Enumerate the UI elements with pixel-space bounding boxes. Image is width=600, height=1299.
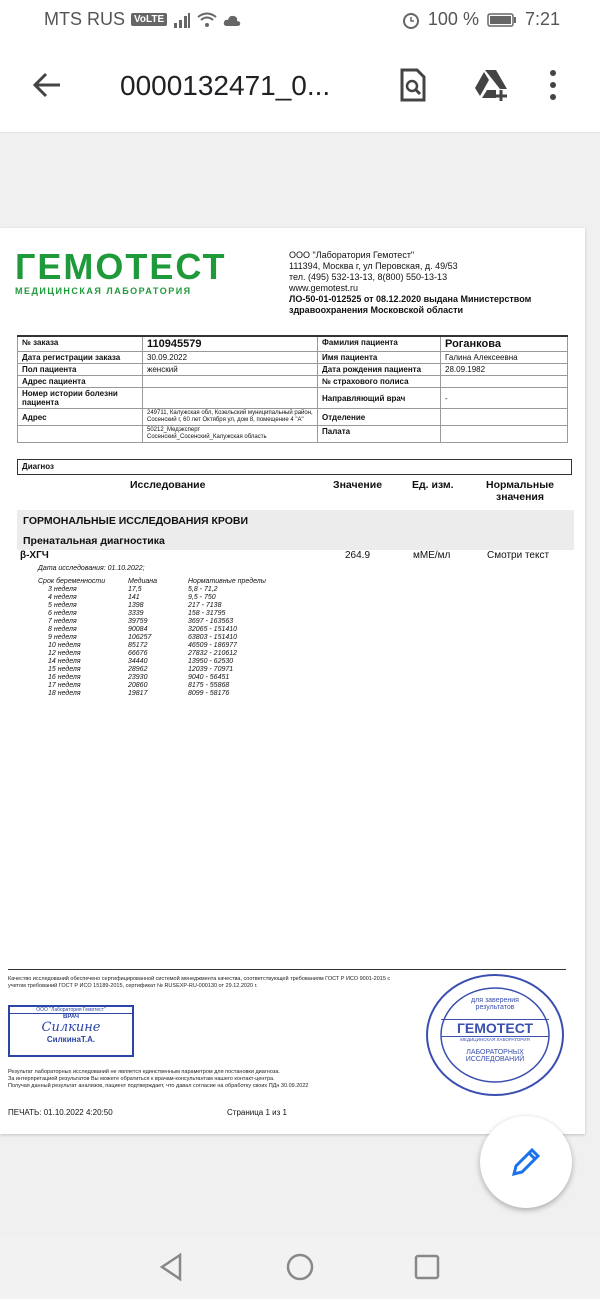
sex-label: Пол пациента xyxy=(18,364,143,376)
app-bar xyxy=(0,40,600,133)
ward-label: Палата xyxy=(318,426,441,443)
patient-address-value xyxy=(143,376,318,388)
disclaimer-line: За интерпретацией результатов Вы можете обратиться к врачам-консультантам нашего контакт-центра. xyxy=(8,1076,275,1082)
ref-head: Медиана xyxy=(128,578,158,585)
ref-median: 17,5 xyxy=(128,586,142,593)
doctor-label: Направляющий врач xyxy=(318,388,441,409)
ref-range: 9,5 - 750 xyxy=(188,594,216,601)
birth-value: 28.09.1982 xyxy=(441,364,568,376)
ref-median: 106257 xyxy=(128,634,152,641)
pdf-page[interactable] xyxy=(0,228,585,1134)
stamp-role: ВРАЧ xyxy=(63,1014,79,1020)
ref-row xyxy=(38,602,266,610)
signal-icon xyxy=(173,12,191,28)
patient-address-label: Адрес пациента xyxy=(18,376,143,388)
ref-week: 3 неделя xyxy=(48,586,77,593)
ref-range: 63803 - 151410 xyxy=(188,634,238,641)
order-label: № заказа xyxy=(18,336,143,352)
regdate-label: Дата регистрации заказа xyxy=(18,352,143,364)
ref-row xyxy=(38,682,266,690)
section-prenatal: Пренатальная диагностика xyxy=(17,532,574,550)
address-line: 249711, Калужская обл, Козельский муниципальный район, Сосенский г, 60 лет Октября ул, дом 8, помещение 4 "А" xyxy=(147,410,313,423)
quality-text: Качество исследований обеспечено сертифицированной системой менеджмента качества, соответствующей требованиям ГОСТ Р ИСО 9001-2015 с учетом требований ГОСТ Р ИСО 15189-2015, сертификат № RUSEXP-RU-000130 от 29.12.2020 г. xyxy=(8,976,391,989)
pencil-icon xyxy=(510,1146,542,1178)
insurance-value xyxy=(441,376,568,388)
patient-info-table xyxy=(17,335,568,443)
test-norm: Смотри текст xyxy=(487,550,550,561)
address-empty xyxy=(18,426,143,443)
volte-badge: VoLTE xyxy=(131,13,167,26)
stamp-name: СилкинаТ.А. xyxy=(46,1035,96,1044)
ref-row xyxy=(38,674,266,682)
col-test: Исследование xyxy=(130,479,206,491)
history-label: Номер истории болезни пациента xyxy=(18,388,143,409)
history-value xyxy=(143,388,318,409)
ref-median: 1398 xyxy=(128,602,144,609)
ref-week: 15 неделя xyxy=(48,666,81,673)
lab-line: ЛО-50-01-012525 от 08.12.2020 выдана Министерством xyxy=(289,294,532,304)
ref-week: 7 неделя xyxy=(48,618,77,625)
ref-median: 34440 xyxy=(128,658,148,665)
seal-main: ГЕМОТЕСТ xyxy=(441,1019,549,1037)
address-label: Адрес xyxy=(18,409,143,426)
system-nav-bar xyxy=(0,1236,600,1299)
logo-main: ГЕМОТЕСТ xyxy=(15,246,227,287)
ref-range: 32065 - 151410 xyxy=(188,626,238,633)
test-value: 264.9 xyxy=(345,550,371,561)
ref-week: 6 неделя xyxy=(48,610,77,617)
ref-week: 16 неделя xyxy=(48,674,81,681)
battery-percent: 100 % xyxy=(427,9,479,29)
nav-back-icon[interactable] xyxy=(156,1251,188,1283)
ref-week: 8 неделя xyxy=(48,626,77,633)
ref-row xyxy=(38,618,266,626)
back-arrow-icon[interactable] xyxy=(30,68,64,102)
ref-range: 8175 - 55868 xyxy=(188,682,230,689)
doctor-stamp xyxy=(8,1005,134,1057)
reference-table xyxy=(38,578,266,698)
battery-icon xyxy=(487,12,517,28)
clock: 7:21 xyxy=(524,9,560,29)
name-value: Галина Алексеевна xyxy=(441,352,568,364)
ref-range: 8099 - 58176 xyxy=(188,690,230,697)
ref-row xyxy=(38,626,266,634)
ref-range: 46509 - 186977 xyxy=(188,642,238,649)
more-vert-icon[interactable] xyxy=(546,68,560,102)
order-value: 110945579 xyxy=(143,336,318,352)
seal-top: для заверения результатов xyxy=(471,997,519,1011)
sex-value: женский xyxy=(143,364,318,376)
ref-range: 13950 - 62530 xyxy=(188,658,234,665)
lab-line: www.gemotest.ru xyxy=(289,283,359,293)
ref-week: 10 неделя xyxy=(48,642,81,649)
ref-median: 19817 xyxy=(128,690,148,697)
print-time: ПЕЧАТЬ: 01.10.2022 4:20:50 xyxy=(8,1108,113,1117)
test-date: Дата исследования: 01.10.2022; xyxy=(38,565,145,572)
test-unit: мМЕ/мл xyxy=(413,550,451,561)
ref-range: 158 - 31795 xyxy=(188,610,226,617)
alarm-icon xyxy=(402,11,420,29)
ref-head: Срок беременности xyxy=(38,578,106,585)
ref-range: 9040 - 56451 xyxy=(188,674,230,681)
lab-logo xyxy=(15,248,227,296)
name-label: Имя пациента xyxy=(318,352,441,364)
ref-row xyxy=(38,650,266,658)
ref-row xyxy=(38,610,266,618)
col-unit: Ед. изм. xyxy=(412,479,454,491)
ref-range: 217 - 7138 xyxy=(188,602,222,609)
lab-contacts xyxy=(289,250,531,316)
doctor-value: - xyxy=(441,388,568,409)
ref-row xyxy=(38,594,266,602)
ref-median: 39759 xyxy=(128,618,148,625)
disclaimer-line: Получая данный результат анализов, пациент подтверждает, что давал согласие на обработку своих ПДн 30.09.2022 xyxy=(8,1083,309,1089)
ref-median: 141 xyxy=(128,594,140,601)
address-line: 50212_Медэксперт xyxy=(147,427,201,433)
nav-recents-icon[interactable] xyxy=(411,1251,443,1283)
ref-median: 66676 xyxy=(128,650,148,657)
ref-median: 3339 xyxy=(128,610,144,617)
ref-range: 27832 - 210612 xyxy=(188,650,238,657)
drive-add-icon[interactable] xyxy=(474,68,508,102)
ref-median: 20860 xyxy=(128,682,148,689)
ref-week: 4 неделя xyxy=(48,594,77,601)
lab-line: здравоохранения Московской области xyxy=(289,305,464,315)
ref-week: 9 неделя xyxy=(48,634,77,641)
address-extra xyxy=(143,426,318,443)
ref-median: 28962 xyxy=(128,666,148,673)
ref-week: 5 неделя xyxy=(48,602,77,609)
carrier-label: MTS RUS xyxy=(44,9,125,29)
ref-week: 14 неделя xyxy=(48,658,81,665)
ref-week: 18 неделя xyxy=(48,690,81,697)
ref-range: 12039 - 70971 xyxy=(188,666,234,673)
lab-line: 111394, Москва г, ул Перовская, д. 49/53 xyxy=(289,261,458,271)
section-hormones: ГОРМОНАЛЬНЫЕ ИССЛЕДОВАНИЯ КРОВИ xyxy=(17,510,574,532)
ref-median: 85172 xyxy=(128,642,148,649)
col-norm: Нормальные значения xyxy=(485,479,554,503)
ref-row xyxy=(38,586,266,594)
edit-fab[interactable] xyxy=(480,1116,572,1208)
lab-line: тел. (495) 532-13-13, 8(800) 550-13-13 xyxy=(289,272,448,282)
search-document-icon[interactable] xyxy=(396,68,430,102)
birth-label: Дата рождения пациента xyxy=(318,364,441,376)
nav-home-icon[interactable] xyxy=(284,1251,316,1283)
regdate-value: 30.09.2022 xyxy=(143,352,318,364)
dept-label: Отделение xyxy=(318,409,441,426)
address-line: Сосенский_Сосенский_Калужская область xyxy=(147,434,267,440)
page-number: Страница 1 из 1 xyxy=(227,1108,287,1117)
ref-range: 5,8 - 71,2 xyxy=(188,586,218,593)
lab-line: ООО "Лаборатория Гемотест" xyxy=(289,250,415,260)
ref-row xyxy=(38,690,266,698)
test-name: β-ХГЧ xyxy=(20,550,49,561)
ref-row xyxy=(38,642,266,650)
ref-week: 17 неделя xyxy=(48,682,81,689)
stamp-signature: Силкине xyxy=(41,1020,101,1035)
status-bar xyxy=(0,0,600,40)
ref-week: 12 неделя xyxy=(48,650,81,657)
ref-median: 23930 xyxy=(128,674,148,681)
lab-seal xyxy=(425,973,565,1097)
logo-sub: МЕДИЦИНСКАЯ ЛАБОРАТОРИЯ xyxy=(15,286,192,296)
col-value: Значение xyxy=(333,479,383,491)
disclaimer-line: Результат лабораторных исследований не является единственным параметром для постановки диагноза. xyxy=(8,1069,280,1075)
cloud-icon xyxy=(223,13,241,27)
seal-sub: МЕДИЦИНСКАЯ ЛАБОРАТОРИЯ xyxy=(460,1037,530,1042)
stamp-top: ООО "Лаборатория Гемотест" xyxy=(10,1007,132,1014)
ref-row xyxy=(38,634,266,642)
diagnosis-row: Диагноз xyxy=(17,459,572,475)
footer-divider xyxy=(8,969,566,970)
insurance-label: № страхового полиса xyxy=(318,376,441,388)
ref-row xyxy=(38,658,266,666)
document-title: 0000132471_0... xyxy=(120,70,331,101)
dept-value xyxy=(441,409,568,426)
surname-label: Фамилия пациента xyxy=(318,336,441,352)
ref-median: 90084 xyxy=(128,626,148,633)
wifi-icon xyxy=(197,12,217,28)
ref-head: Нормативные пределы xyxy=(188,578,266,585)
address-value xyxy=(143,409,318,426)
ref-row xyxy=(38,666,266,674)
ward-value xyxy=(441,426,568,443)
ref-range: 3697 - 163563 xyxy=(188,618,234,625)
surname-value: Роганкова xyxy=(441,336,568,352)
seal-bottom: ЛАБОРАТОРНЫХ ИССЛЕДОВАНИЙ xyxy=(465,1049,525,1063)
disclaimer xyxy=(8,1069,308,1090)
